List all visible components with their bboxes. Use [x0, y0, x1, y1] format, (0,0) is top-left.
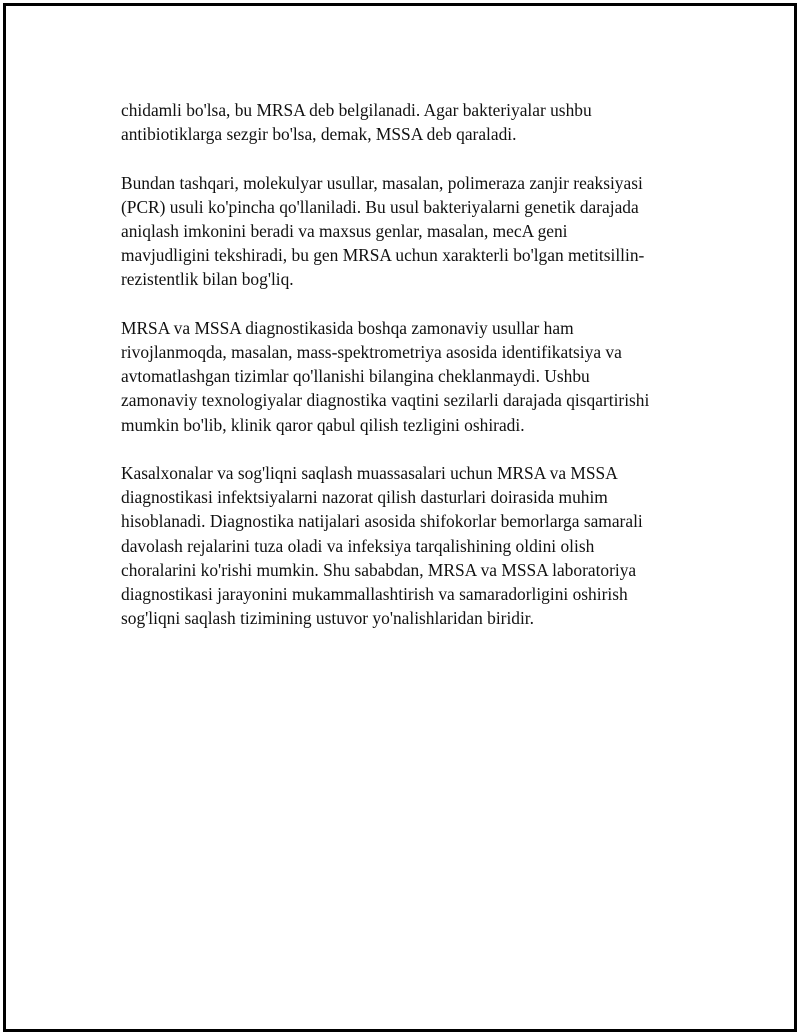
- paragraph-1: chidamli bo'lsa, bu MRSA deb belgilanadi. Agar bakteriyalar ushbu antibiotiklarga sezgir bo'lsa, demak, MSSA deb qaraladi.: [121, 100, 592, 145]
- paragraph-2: Bundan tashqari, molekulyar usullar, masalan, polimeraza zanjir reaksiyasi (PCR) usuli ko'pincha qo'llaniladi. Bu usul bakteriyalarni genetik darajada aniqlash imkonini beradi va maxsus genlar, masalan, mecA geni mavjudligini tekshiradi, bu gen MRSA uchun xarakterli bo'lgan metitsillin- rezistentlik bilan bog'liq.: [121, 172, 645, 290]
- paragraph-3: MRSA va MSSA diagnostikasida boshqa zamonaviy usullar ham rivojlanmoqda, masalan, mass-spektrometriya asosida identifikatsiya va avtomatlashgan tizimlar qo'llanishi bilangina cheklanmaydi. Ushbu zamonaviy texnologiyalar diagnostika vaqtini sezilarli darajada qisqartirishi mumkin bo'lib, klinik qaror qabul qilish tezligini oshiradi.: [121, 317, 650, 435]
- document-body: [121, 98, 691, 655]
- page-frame: [3, 3, 797, 1032]
- paragraph-4: Kasalxonalar va sog'liqni saqlash muassasalari uchun MRSA va MSSA diagnostikasi infektsiyalarni nazorat qilish dasturlari doirasida muhim hisoblanadi. Diagnostika natijalari asosida shifokorlar bemorlarga samarali davolash rejalarini tuza oladi va infeksiya tarqalishining oldini olish choralarini ko'rishi mumkin. Shu sababdan, MRSA va MSSA laboratoriya diagnostikasi jarayonini mukammallashtirish va samaradorligini oshirish sog'liqni saqlash tizimining ustuvor yo'nalishlaridan biridir.: [121, 463, 643, 629]
